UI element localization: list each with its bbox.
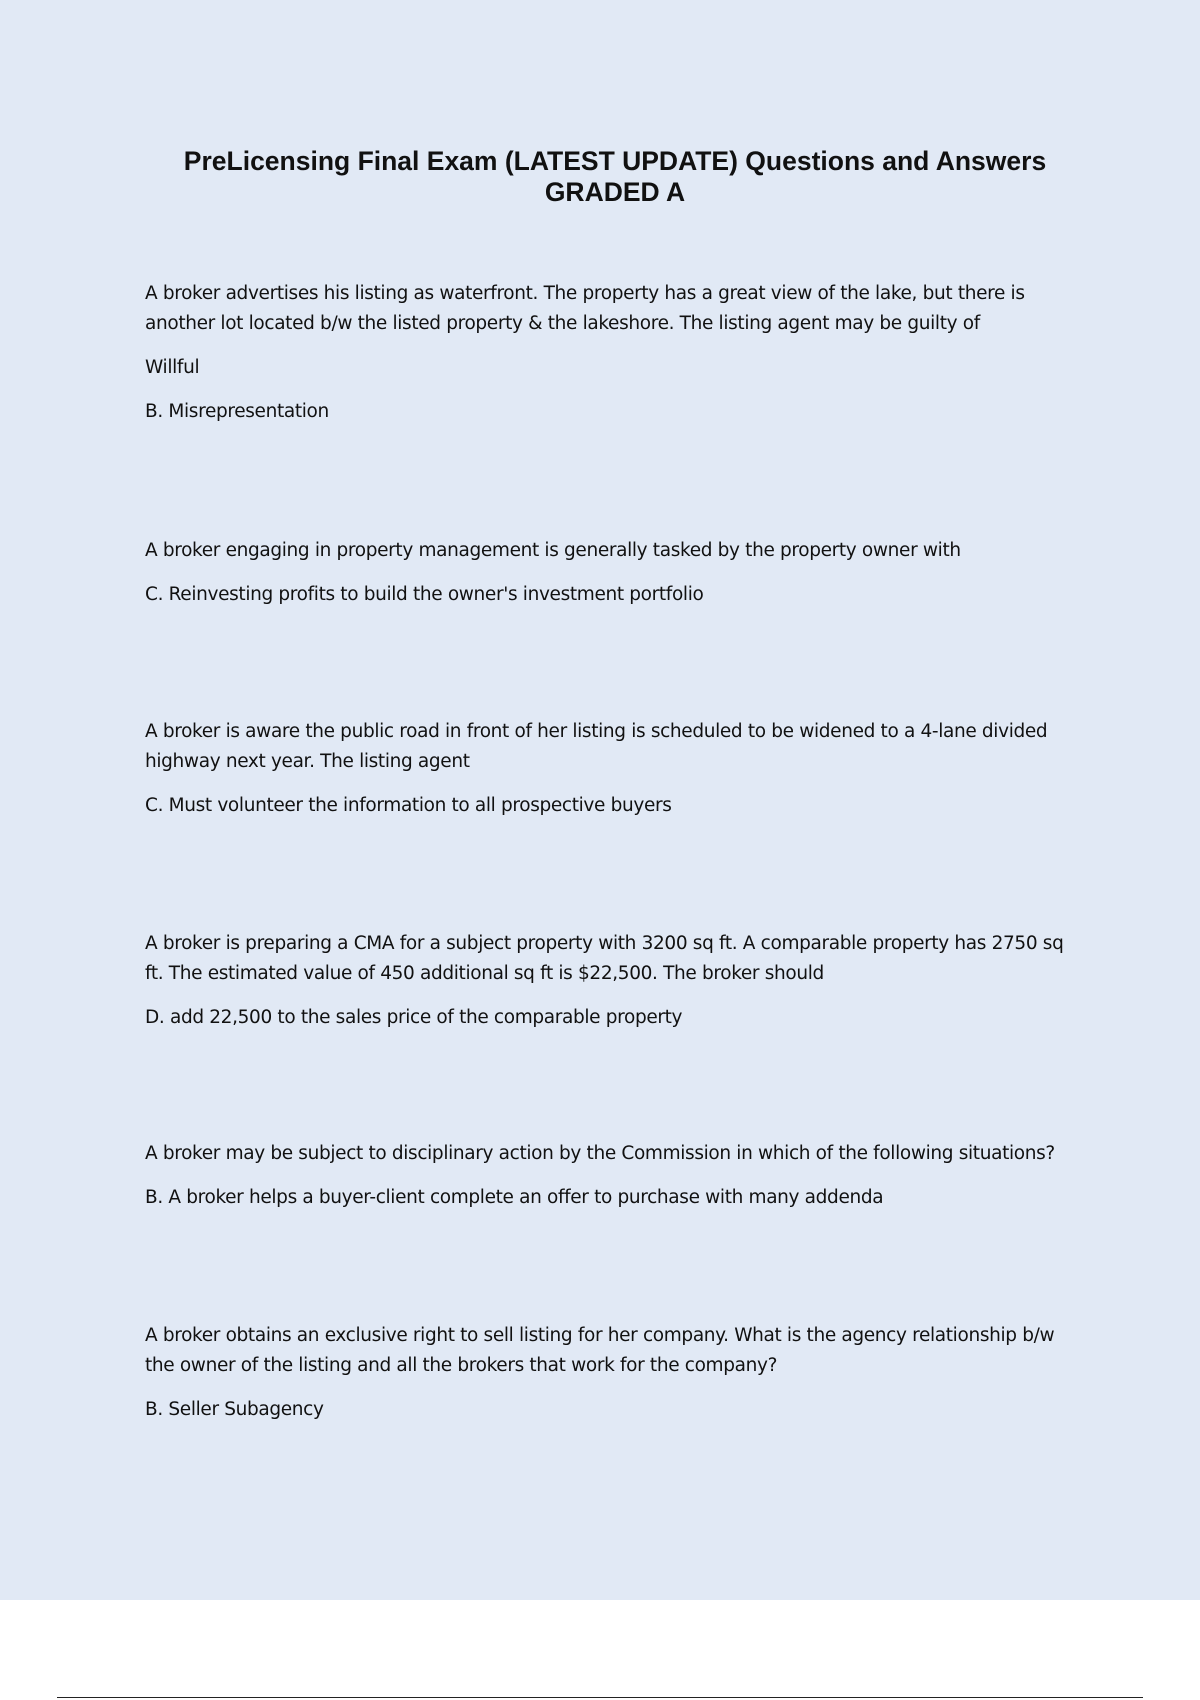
- answer-text: B. Seller Subagency: [145, 1399, 324, 1420]
- qa-item: [145, 1139, 1085, 1213]
- qa-item: [145, 929, 1085, 1033]
- qa-item: [145, 279, 1085, 427]
- answer-text: Willful: [145, 357, 200, 378]
- question-text: A broker advertises his listing as waterfront. The property has a great view of the lake, but there is another lot located b/w the listed property & the lakeshore. The listing agent may be guilty of: [145, 283, 1025, 334]
- answer-text: C. Reinvesting profits to build the owner's investment portfolio: [145, 584, 704, 605]
- question-text: A broker is preparing a CMA for a subject property with 3200 sq ft. A comparable property has 2750 sq ft. The estimated value of 450 additional sq ft is $22,500. The broker should: [145, 933, 1064, 984]
- question-text: A broker engaging in property management is generally tasked by the property owner with: [145, 540, 961, 561]
- qa-item: [145, 1321, 1085, 1425]
- answer-text: D. add 22,500 to the sales price of the comparable property: [145, 1007, 683, 1028]
- answer-text: B. Misrepresentation: [145, 401, 329, 422]
- document-title-line-2: GRADED A: [544, 177, 686, 207]
- qa-item: [145, 536, 1085, 610]
- footer-divider: [57, 1697, 1143, 1698]
- answer-text: C. Must volunteer the information to all prospective buyers: [145, 795, 672, 816]
- answer-text: B. A broker helps a buyer-client complete an offer to purchase with many addenda: [145, 1187, 884, 1208]
- qa-item: [145, 717, 1085, 821]
- question-text: A broker obtains an exclusive right to sell listing for her company. What is the agency relationship b/w the owner of the listing and all the brokers that work for the company?: [145, 1325, 1055, 1376]
- question-text: A broker is aware the public road in front of her listing is scheduled to be widened to a 4-lane divided highway next year. The listing agent: [145, 721, 1048, 772]
- document-title-line-1: PreLicensing Final Exam (LATEST UPDATE) Questions and Answers: [183, 146, 1047, 176]
- question-text: A broker may be subject to disciplinary action by the Commission in which of the following situations?: [145, 1143, 1055, 1164]
- document-title: [130, 146, 1100, 208]
